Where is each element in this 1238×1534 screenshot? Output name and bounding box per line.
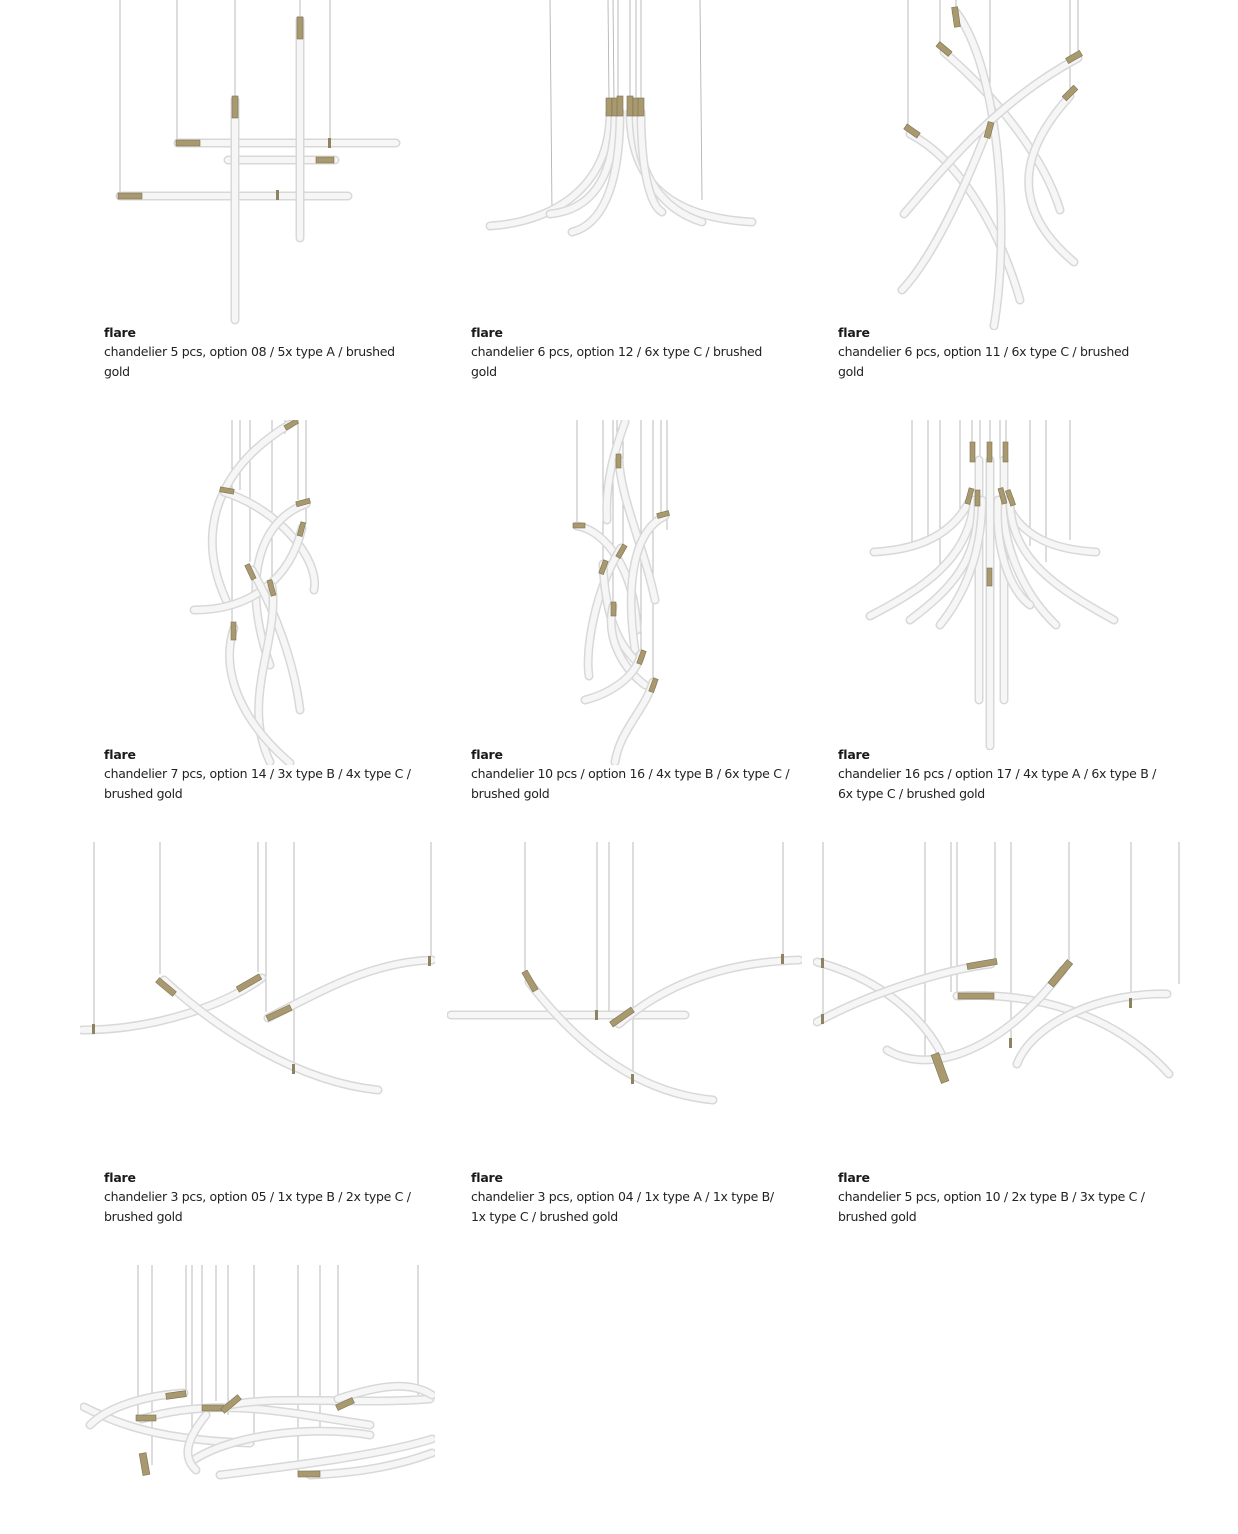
product-caption	[471, 1169, 791, 1226]
product-caption	[838, 1169, 1158, 1226]
product-caption	[104, 1169, 424, 1226]
light-tubes	[84, 1386, 432, 1475]
product-name: flare	[838, 325, 870, 340]
product-image-option-17	[860, 420, 1125, 750]
product-name: flare	[104, 325, 136, 340]
product-image-option-08	[80, 0, 420, 325]
product-image-option-10	[813, 842, 1185, 1087]
light-tubes	[194, 424, 315, 763]
suspension-wires	[550, 0, 702, 212]
suspension-wires	[525, 842, 783, 1078]
product-description: chandelier 16 pcs / option 17 / 4x type A / 6x type B / 6x type C / brushed gold	[838, 766, 1157, 801]
product-caption	[471, 324, 791, 381]
product-description: chandelier 10 pcs / option 16 / 4x type B / 6x type C / brushed gold	[471, 766, 790, 801]
product-caption	[838, 324, 1158, 381]
product-description: chandelier 6 pcs, option 12 / 6x type C / brushed gold	[471, 344, 762, 379]
product-description: chandelier 6 pcs, option 11 / 6x type C / brushed gold	[838, 344, 1129, 379]
product-caption	[838, 746, 1158, 803]
product-description: chandelier 3 pcs, option 05 / 1x type B / 2x type C / brushed gold	[104, 1189, 411, 1224]
product-description: chandelier 7 pcs, option 14 / 3x type B / 4x type C / brushed gold	[104, 766, 411, 801]
product-name: flare	[471, 747, 503, 762]
suspension-wires	[138, 1265, 418, 1475]
product-name: flare	[471, 1170, 503, 1185]
light-tubes	[490, 112, 752, 232]
light-tubes	[817, 962, 1169, 1074]
product-name: flare	[838, 747, 870, 762]
product-name: flare	[104, 1170, 136, 1185]
product-image-option-12	[470, 0, 770, 250]
product-image-option-11	[890, 0, 1090, 330]
light-tubes	[120, 20, 396, 320]
product-description: chandelier 5 pcs, option 10 / 2x type B / 3x type C / brushed gold	[838, 1189, 1145, 1224]
product-name: flare	[838, 1170, 870, 1185]
light-tubes	[870, 460, 1114, 746]
product-image-option-16	[565, 420, 680, 765]
gold-caps	[606, 96, 644, 116]
product-description: chandelier 3 pcs, option 04 / 1x type A / 1x type B/ 1x type C / brushed gold	[471, 1189, 774, 1224]
product-name: flare	[471, 325, 503, 340]
product-name: flare	[104, 747, 136, 762]
product-image-option-14	[180, 420, 340, 765]
light-tubes	[451, 960, 799, 1100]
product-caption	[471, 746, 791, 803]
product-image-option-04	[447, 842, 802, 1107]
product-caption	[104, 746, 424, 803]
product-description: chandelier 5 pcs, option 08 / 5x type A / brushed gold	[104, 344, 395, 379]
suspension-wires	[94, 842, 431, 1068]
product-image-option-05	[80, 842, 435, 1102]
product-caption	[104, 324, 424, 381]
product-image-row4	[80, 1265, 435, 1490]
light-tubes	[577, 422, 665, 762]
